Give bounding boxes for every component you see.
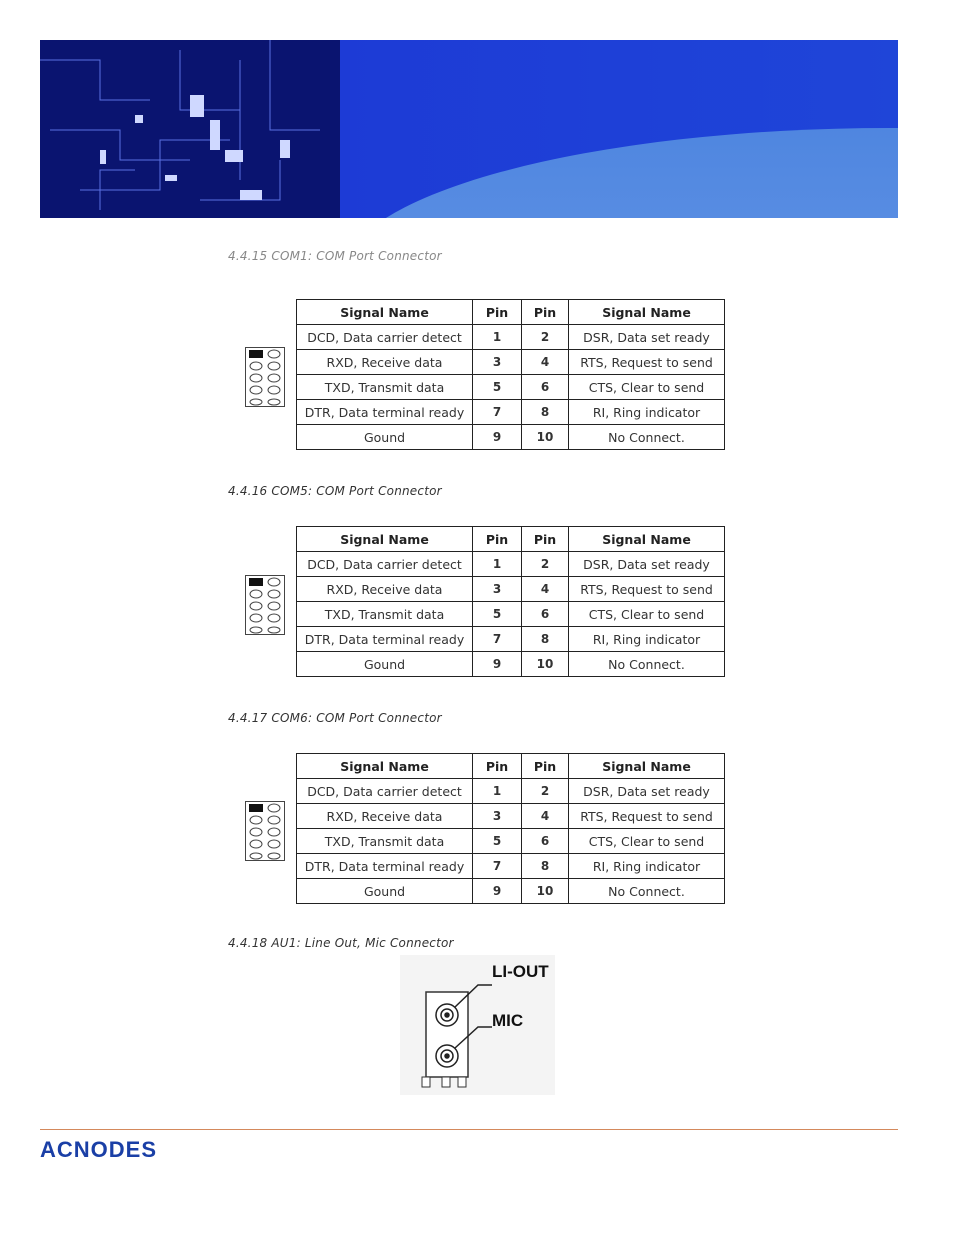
table-row	[297, 879, 725, 904]
table-cell: 7	[473, 627, 522, 652]
section-heading-com6: 4.4.17 COM6: COM Port Connector	[228, 711, 442, 725]
table-cell: No Connect.	[569, 425, 725, 450]
table-cell: CTS, Clear to send	[569, 829, 725, 854]
table-cell: 3	[473, 577, 522, 602]
table-cell: CTS, Clear to send	[569, 602, 725, 627]
table-cell: TXD, Transmit data	[297, 829, 473, 854]
table-cell: CTS, Clear to send	[569, 375, 725, 400]
table-cell: TXD, Transmit data	[297, 375, 473, 400]
column-header: Pin	[473, 754, 522, 779]
table-cell: 3	[473, 350, 522, 375]
table-cell: RI, Ring indicator	[569, 400, 725, 425]
column-header: Signal Name	[569, 527, 725, 552]
table-cell: 5	[473, 829, 522, 854]
table-cell: 9	[473, 652, 522, 677]
table-cell: Gound	[297, 879, 473, 904]
table-cell: 6	[522, 602, 569, 627]
table-cell: 4	[522, 350, 569, 375]
table-cell: 10	[522, 652, 569, 677]
column-header: Signal Name	[297, 754, 473, 779]
table-row	[297, 552, 725, 577]
table-cell: 6	[522, 829, 569, 854]
table-row	[297, 425, 725, 450]
table-cell: DTR, Data terminal ready	[297, 627, 473, 652]
column-header: Pin	[522, 754, 569, 779]
table-row	[297, 400, 725, 425]
com-header-pin-diagram	[245, 575, 285, 635]
table-cell: DSR, Data set ready	[569, 779, 725, 804]
table-cell: 9	[473, 425, 522, 450]
table-cell: DTR, Data terminal ready	[297, 400, 473, 425]
table-cell: 5	[473, 602, 522, 627]
circuit-board-image	[40, 40, 340, 218]
table-cell: DTR, Data terminal ready	[297, 854, 473, 879]
table-cell: 4	[522, 804, 569, 829]
mic-label: MIC	[492, 1011, 524, 1030]
column-header: Pin	[522, 300, 569, 325]
section-heading-com5: 4.4.16 COM5: COM Port Connector	[228, 484, 442, 498]
footer-rule	[40, 1129, 898, 1130]
table-header-row	[297, 300, 725, 325]
table-cell: 1	[473, 552, 522, 577]
li-out-label: LI-OUT	[492, 962, 549, 981]
column-header: Signal Name	[569, 300, 725, 325]
table-cell: 9	[473, 879, 522, 904]
table-cell: 8	[522, 627, 569, 652]
table-cell: 5	[473, 375, 522, 400]
table-cell: 1	[473, 325, 522, 350]
table-cell: TXD, Transmit data	[297, 602, 473, 627]
acnodes-logo	[40, 1135, 200, 1161]
table-cell: DSR, Data set ready	[569, 552, 725, 577]
table-header-row	[297, 527, 725, 552]
table-row	[297, 577, 725, 602]
table-cell: 3	[473, 804, 522, 829]
header-banner	[40, 40, 898, 218]
table-cell: No Connect.	[569, 879, 725, 904]
com-header-pin-diagram	[245, 801, 285, 861]
com5-pin-table	[296, 526, 725, 677]
table-cell: No Connect.	[569, 652, 725, 677]
table-row	[297, 804, 725, 829]
table-row	[297, 779, 725, 804]
audio-connector-diagram	[400, 955, 555, 1095]
table-cell: 1	[473, 779, 522, 804]
com6-pin-table	[296, 753, 725, 904]
column-header: Pin	[473, 300, 522, 325]
table-cell: RI, Ring indicator	[569, 627, 725, 652]
table-cell: Gound	[297, 425, 473, 450]
table-cell: 7	[473, 854, 522, 879]
table-cell: 10	[522, 879, 569, 904]
table-row	[297, 375, 725, 400]
banner-swoosh	[340, 128, 898, 218]
table-cell: DCD, Data carrier detect	[297, 552, 473, 577]
table-row	[297, 325, 725, 350]
column-header: Signal Name	[297, 300, 473, 325]
table-row	[297, 854, 725, 879]
table-cell: RXD, Receive data	[297, 804, 473, 829]
table-cell: RI, Ring indicator	[569, 854, 725, 879]
table-row	[297, 829, 725, 854]
table-cell: 8	[522, 854, 569, 879]
table-row	[297, 627, 725, 652]
table-cell: 6	[522, 375, 569, 400]
section-heading-com1: 4.4.15 COM1: COM Port Connector	[228, 249, 442, 263]
table-cell: DCD, Data carrier detect	[297, 779, 473, 804]
com-header-pin-diagram	[245, 347, 285, 407]
table-cell: 8	[522, 400, 569, 425]
column-header: Signal Name	[297, 527, 473, 552]
table-cell: 7	[473, 400, 522, 425]
table-cell: RXD, Receive data	[297, 350, 473, 375]
section-heading-au1: 4.4.18 AU1: Line Out, Mic Connector	[228, 936, 454, 950]
table-cell: 2	[522, 552, 569, 577]
com1-pin-table	[296, 299, 725, 450]
table-cell: RTS, Request to send	[569, 577, 725, 602]
logo-text: ACNODES	[40, 1137, 158, 1161]
table-cell: 2	[522, 779, 569, 804]
column-header: Signal Name	[569, 754, 725, 779]
table-cell: 10	[522, 425, 569, 450]
column-header: Pin	[473, 527, 522, 552]
table-cell: DCD, Data carrier detect	[297, 325, 473, 350]
table-header-row	[297, 754, 725, 779]
table-cell: RXD, Receive data	[297, 577, 473, 602]
table-cell: Gound	[297, 652, 473, 677]
table-cell: RTS, Request to send	[569, 804, 725, 829]
table-cell: 2	[522, 325, 569, 350]
table-row	[297, 652, 725, 677]
table-cell: DSR, Data set ready	[569, 325, 725, 350]
table-cell: 4	[522, 577, 569, 602]
table-cell: RTS, Request to send	[569, 350, 725, 375]
column-header: Pin	[522, 527, 569, 552]
table-row	[297, 602, 725, 627]
table-row	[297, 350, 725, 375]
